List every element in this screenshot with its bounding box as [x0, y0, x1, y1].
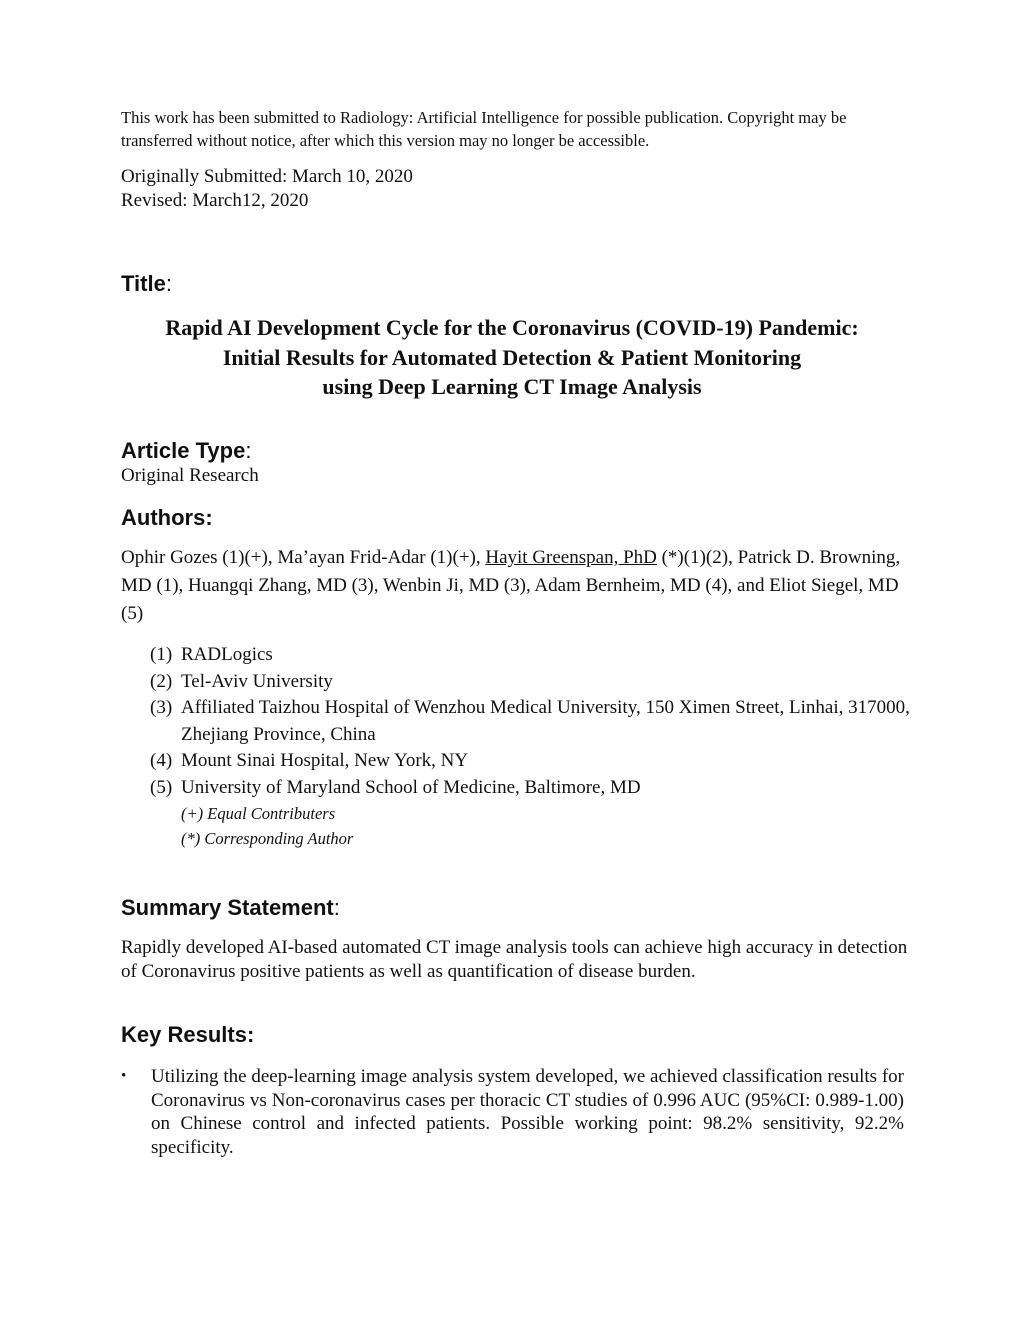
- summary-heading: [121, 895, 340, 921]
- paper-title-line-2: Initial Results for Automated Detection & Patient Monitoring: [222, 344, 802, 370]
- summary-heading-label: Summary Statement: [121, 895, 334, 920]
- affiliation-item: [150, 642, 910, 669]
- summary-text: Rapidly developed AI-based automated CT image analysis tools can achieve high accuracy in detection of Coronavirus positive patients as well as quantification of disease burden.: [121, 937, 908, 982]
- summary-heading-colon: :: [333, 895, 340, 920]
- affiliation-item: [150, 748, 910, 775]
- paper-title-line-3: using Deep Learning CT Image Analysis: [322, 374, 702, 399]
- submission-dates: [121, 165, 413, 213]
- paper-title: [100, 313, 924, 402]
- affiliation-number: (3): [150, 697, 173, 718]
- authors-text-end: (*)(1)(2), Patrick D. Browning, MD (1), Huangqi Zhang, MD (3), Wenbin Ji, MD (3), Adam Bernheim, MD (4), and Eliot Siegel, MD (5): [121, 547, 901, 624]
- author-notes: [181, 801, 353, 851]
- authors-heading: Authors:: [121, 505, 213, 530]
- affiliation-text: Mount Sinai Hospital, New York, NY: [181, 750, 469, 771]
- submitted-date: Originally Submitted: March 10, 2020: [121, 166, 413, 187]
- article-type-heading: [121, 438, 251, 464]
- copyright-notice: This work has been submitted to Radiology: Artificial Intelligence for possible publication. Copyright may be transferred without notice, after which this version may no longer be accessible.: [121, 108, 847, 150]
- article-type-value: Original Research: [121, 465, 259, 486]
- affiliation-number: (2): [150, 670, 173, 692]
- corresponding-author-note: (*) Corresponding Author: [181, 829, 354, 848]
- authors-text-start: Ophir Gozes (1)(+), Ma’ayan Frid-Adar (1)(+),: [121, 547, 486, 568]
- equal-contributors-note: (+) Equal Contributers: [181, 804, 336, 823]
- affiliation-text: RADLogics: [181, 644, 273, 665]
- affiliation-text: University of Maryland School of Medicine, Baltimore, MD: [181, 776, 641, 798]
- title-heading: [121, 271, 172, 297]
- key-result-text: Utilizing the deep-learning image analysis system developed, we achieved classification results for Coronavirus vs Non-coronavirus cases per thoracic CT studies of 0.996 AUC (95%CI: 0.989-1.00) on Chinese control and infected patients. Possible working point: 98.2% sensitivity, 92.2% specificity.: [151, 1066, 904, 1158]
- affiliation-item: [150, 669, 910, 696]
- paper-title-line-1: Rapid AI Development Cycle for the Coronavirus (COVID-19) Pandemic:: [165, 315, 859, 340]
- corresponding-author-link[interactable]: Hayit Greenspan, PhD: [485, 547, 657, 568]
- affiliation-text: Affiliated Taizhou Hospital of Wenzhou Medical University, 150 Ximen Street, Linhai, 317000, Zhejiang Province, China: [181, 697, 910, 745]
- title-heading-label: Title: [121, 271, 166, 296]
- key-result-item: [121, 1065, 904, 1159]
- author-list: [121, 544, 911, 628]
- affiliation-text: Tel-Aviv University: [181, 670, 333, 692]
- affiliation-number: (5): [150, 776, 173, 798]
- article-type-heading-colon: :: [245, 438, 252, 463]
- title-heading-colon: :: [165, 271, 172, 296]
- affiliation-number: (4): [150, 750, 173, 771]
- revised-date: Revised: March12, 2020: [121, 190, 309, 211]
- key-results-heading: Key Results:: [121, 1022, 255, 1047]
- affiliation-number: (1): [150, 644, 173, 665]
- affiliation-list: [150, 642, 910, 801]
- affiliation-item: [150, 695, 910, 748]
- bullet-icon: •: [121, 1068, 127, 1084]
- article-type-heading-label: Article Type: [121, 438, 246, 463]
- affiliation-item: [150, 775, 910, 802]
